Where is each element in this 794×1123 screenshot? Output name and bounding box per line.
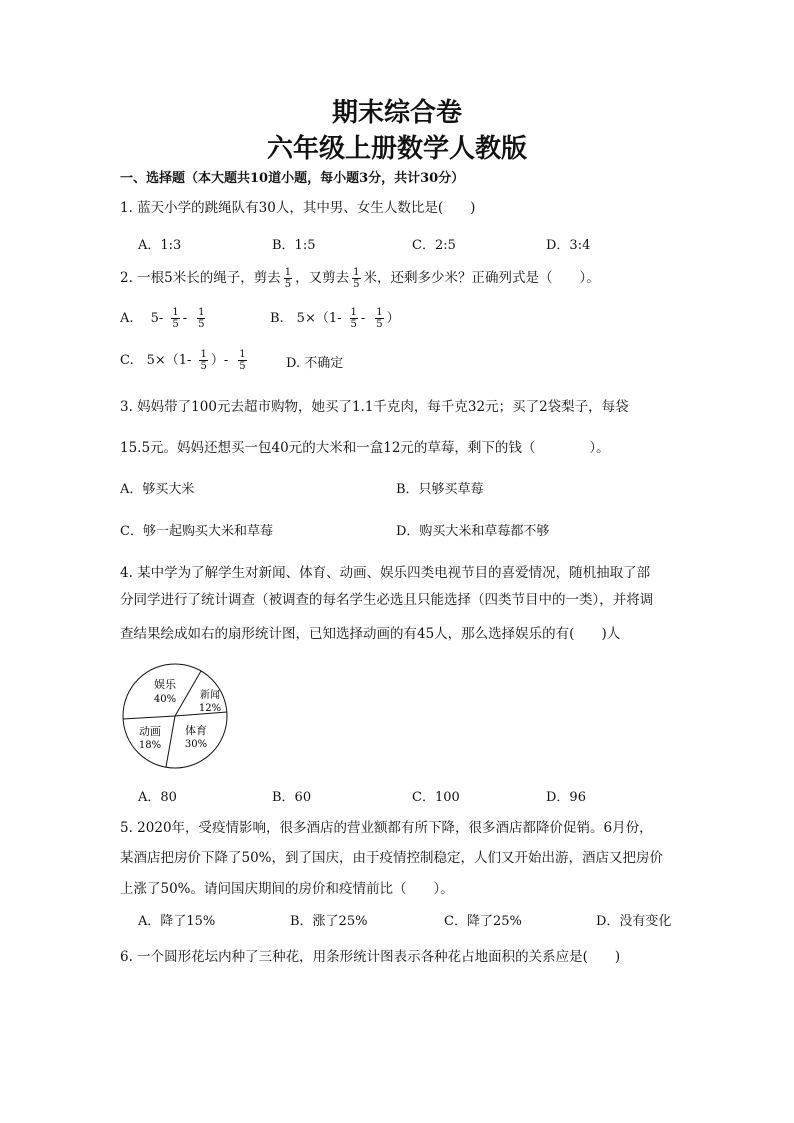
q3-line-1: 3. 妈妈带了100元去超市购物，她买了1.1千克肉，每千克32元；买了2袋梨子，每袋 <box>120 399 629 415</box>
slice-label-xinwen: 新闻 <box>200 690 220 701</box>
slice-label-donghua: 动画 <box>139 725 161 738</box>
q5-line-2: 某酒店把房价下降了50%，到了国庆，由于疫情控制稳定，人们又开始出游，酒店又把房价 <box>120 850 664 866</box>
q5-option-a: A．降了15% <box>138 914 216 929</box>
q5-option-d: D．没有变化 <box>596 914 672 929</box>
q1-stem: 1. 蓝天小学的跳绳队有30人，其中男、女生人数比是( ) <box>120 200 476 216</box>
q4-line-1: 4. 某中学为了解学生对新闻、体育、动画、娱乐四类电视节目的喜爱情况，随机抽取了部 <box>120 565 651 581</box>
q4-option-a: A．80 <box>138 790 177 805</box>
q5-line-3: 上涨了50%。请问国庆期间的房价和疫情前比（ ）。 <box>120 881 454 897</box>
q4-line-3: 查结果绘成如右的扇形统计图，已知选择动画的有45人，那么选择娱乐的有( )人 <box>120 626 621 642</box>
q4-option-b: B．60 <box>272 790 312 805</box>
q1-option-b: B．1:5 <box>272 238 316 253</box>
q4-option-c: C．100 <box>412 790 460 805</box>
q4-line-2: 分同学进行了统计调查（被调查的每名学生必选且只能选择（四类节目中的一类），并将调 <box>120 592 654 608</box>
title-sub: 六年级上册数学人教版 <box>266 134 527 164</box>
q2-stem-part-c: 米，还剩多少米？正确列式是（ ）。 <box>363 270 600 286</box>
slice-label-yule: 娱乐 <box>154 678 176 691</box>
q3-option-b: B．只够买草莓 <box>396 482 484 497</box>
q2-option-b: B. 5×（1- $\frac{1}{5}$ - $\frac{1}{5}$ ） <box>270 307 400 330</box>
q2-stem-part-a: 2. 一根5米长的绳子，剪去 <box>120 270 281 286</box>
q6-line-1: 6. 一个圆形花坛内种了三种花，用条形统计图表示各种花占地面积的关系应是( ) <box>120 949 621 965</box>
q1-option-c: C．2:5 <box>412 238 456 253</box>
q1-option-d: D．3:4 <box>546 238 591 253</box>
q5-option-c: C．降了25% <box>444 914 522 929</box>
q3-option-a: A．够买大米 <box>120 482 195 497</box>
pie-divider-3 <box>123 716 175 719</box>
q5-line-1: 5. 2020年，受疫情影响，很多酒店的营业额都有所下降，很多酒店都降价促销。6月份， <box>120 820 653 836</box>
slice-pct-tiyu: 30% <box>184 739 208 750</box>
pie-divider-2 <box>175 671 201 716</box>
pie-chart <box>118 660 232 772</box>
section-heading: 一、选择题（本大题共10道小题，每小题3分，共计30分） <box>120 171 465 186</box>
q2-option-a: A. 5- $\frac{1}{5}$ - $\frac{1}{5}$ <box>120 307 205 330</box>
slice-label-tiyu: 体育 <box>185 724 207 737</box>
slice-pct-donghua: 18% <box>138 740 162 751</box>
q2-stem-part-b: ，又剪去 <box>295 270 350 286</box>
q2-fraction: $\frac{1}{5}$ <box>284 267 292 290</box>
pie-divider-4 <box>166 716 175 767</box>
q2-option-c: C. 5×（1- $\frac{1}{5}$ ）- $\frac{1}{5}$ <box>120 349 246 372</box>
q2-stem <box>120 266 600 290</box>
slice-pct-yule: 40% <box>153 694 177 705</box>
q4-option-d: D．96 <box>546 790 586 805</box>
q2-fraction: $\frac{1}{5}$ <box>353 267 360 290</box>
q1-option-a: A．1:3 <box>138 238 182 253</box>
q3-option-c: C．够一起购买大米和草莓 <box>120 524 273 539</box>
slice-pct-xinwen: 12% <box>198 703 222 714</box>
q3-option-d: D．购买大米和草莓都不够 <box>396 524 550 539</box>
q5-option-b: B．涨了25% <box>290 914 368 929</box>
title-main: 期末综合卷 <box>331 98 462 128</box>
q3-line-2: 15.5元。妈妈还想买一包40元的大米和一盒12元的草莓，剩下的钱（ ）。 <box>120 440 610 456</box>
q2-option-d: D. 不确定 <box>286 356 344 371</box>
